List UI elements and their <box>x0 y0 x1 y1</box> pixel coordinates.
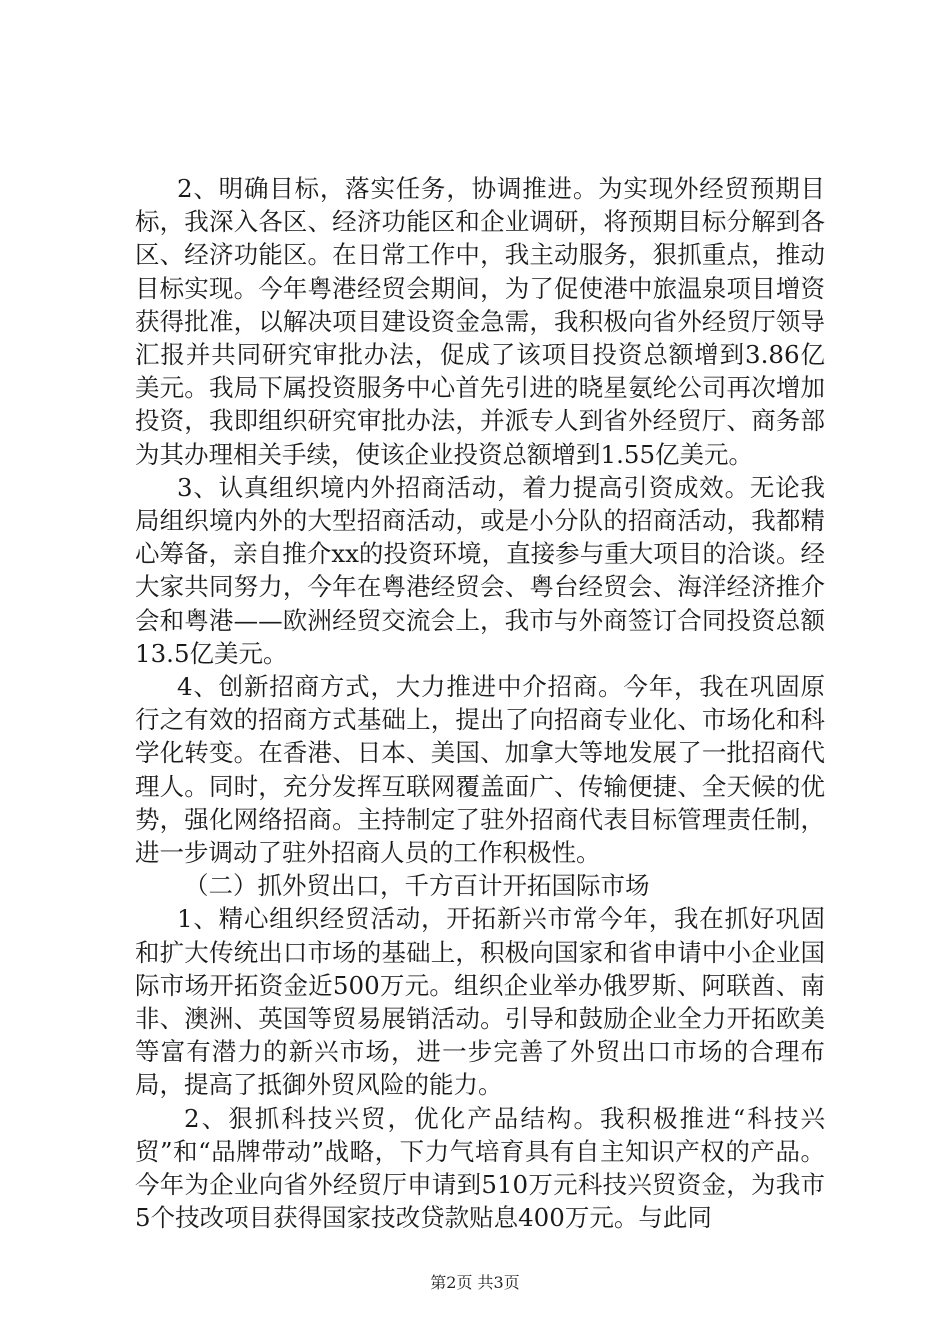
page-number: 第2页 共3页 <box>430 1273 520 1292</box>
paragraph-targets: 2、明确目标，落实任务，协调推进。为实现外经贸预期目标，我深入各区、经济功能区和企业调研，将预期目标分解到各区、经济功能区。在日常工作中，我主动服务，狠抓重点，推动目标实现。今年粤港经贸会期间，为了促使港中旅温泉项目增资获得批准，以解决项目建设资金急需，我积极向省外经贸厅领导汇报并共同研究审批办法，促成了该项目投资总额增到3.86亿美元。我局下属投资服务中心首先引进的晓星氨纶公司再次增加投资，我即组织研究审批办法，并派专人到省外经贸厅、商务部为其办理相关手续，使该企业投资总额增到1.55亿美元。 <box>135 174 825 469</box>
paragraph-intermediary-promotion: 4、创新招商方式，大力推进中介招商。今年，我在巩固原行之有效的招商方式基础上，提出了向招商专业化、市场化和科学化转变。在香港、日本、美国、加拿大等地发展了一批招商代理人。同时，充分发挥互联网覆盖面广、传输便捷、全天候的优势，强化网络招商。主持制定了驻外招商代表目标管理责任制，进一步调动了驻外招商人员的工作积极性。 <box>135 672 825 868</box>
paragraph-investment-promotion: 3、认真组织境内外招商活动，着力提高引资成效。无论我局组织境内外的大型招商活动，或是小分队的招商活动，我都精心筹备，亲自推介xx的投资环境，直接参与重大项目的洽谈。经大家共同努力，今年在粤港经贸会、粤台经贸会、海洋经济推介会和粤港——欧洲经贸交流会上，我市与外商签订合同投资总额13.5亿美元。 <box>135 472 825 668</box>
paragraph-tech-trade: 2、狠抓科技兴贸，优化产品结构。我积极推进“科技兴贸”和“品牌带动”战略，下力气培育具有自主知识产权的产品。今年为企业向省外经贸厅申请到510万元科技兴贸资金，为我市5个技改项目获得国家技改贷款贴息400万元。与此同 <box>135 1103 825 1233</box>
document-body <box>135 172 825 1235</box>
section-heading-foreign-trade: （二）抓外贸出口，千方百计开拓国际市场 <box>184 871 650 901</box>
page-footer <box>0 1273 950 1293</box>
paragraph-trade-activities: 1、精心组织经贸活动，开拓新兴市常今年，我在抓好巩固和扩大传统出口市场的基础上，积极向国家和省申请中小企业国际市场开拓资金近500万元。组织企业举办俄罗斯、阿联酋、南非、澳洲、英国等贸易展销活动。引导和鼓励企业全力开拓欧美等富有潜力的新兴市场，进一步完善了外贸出口市场的合理布局，提高了抵御外贸风险的能力。 <box>135 904 825 1100</box>
